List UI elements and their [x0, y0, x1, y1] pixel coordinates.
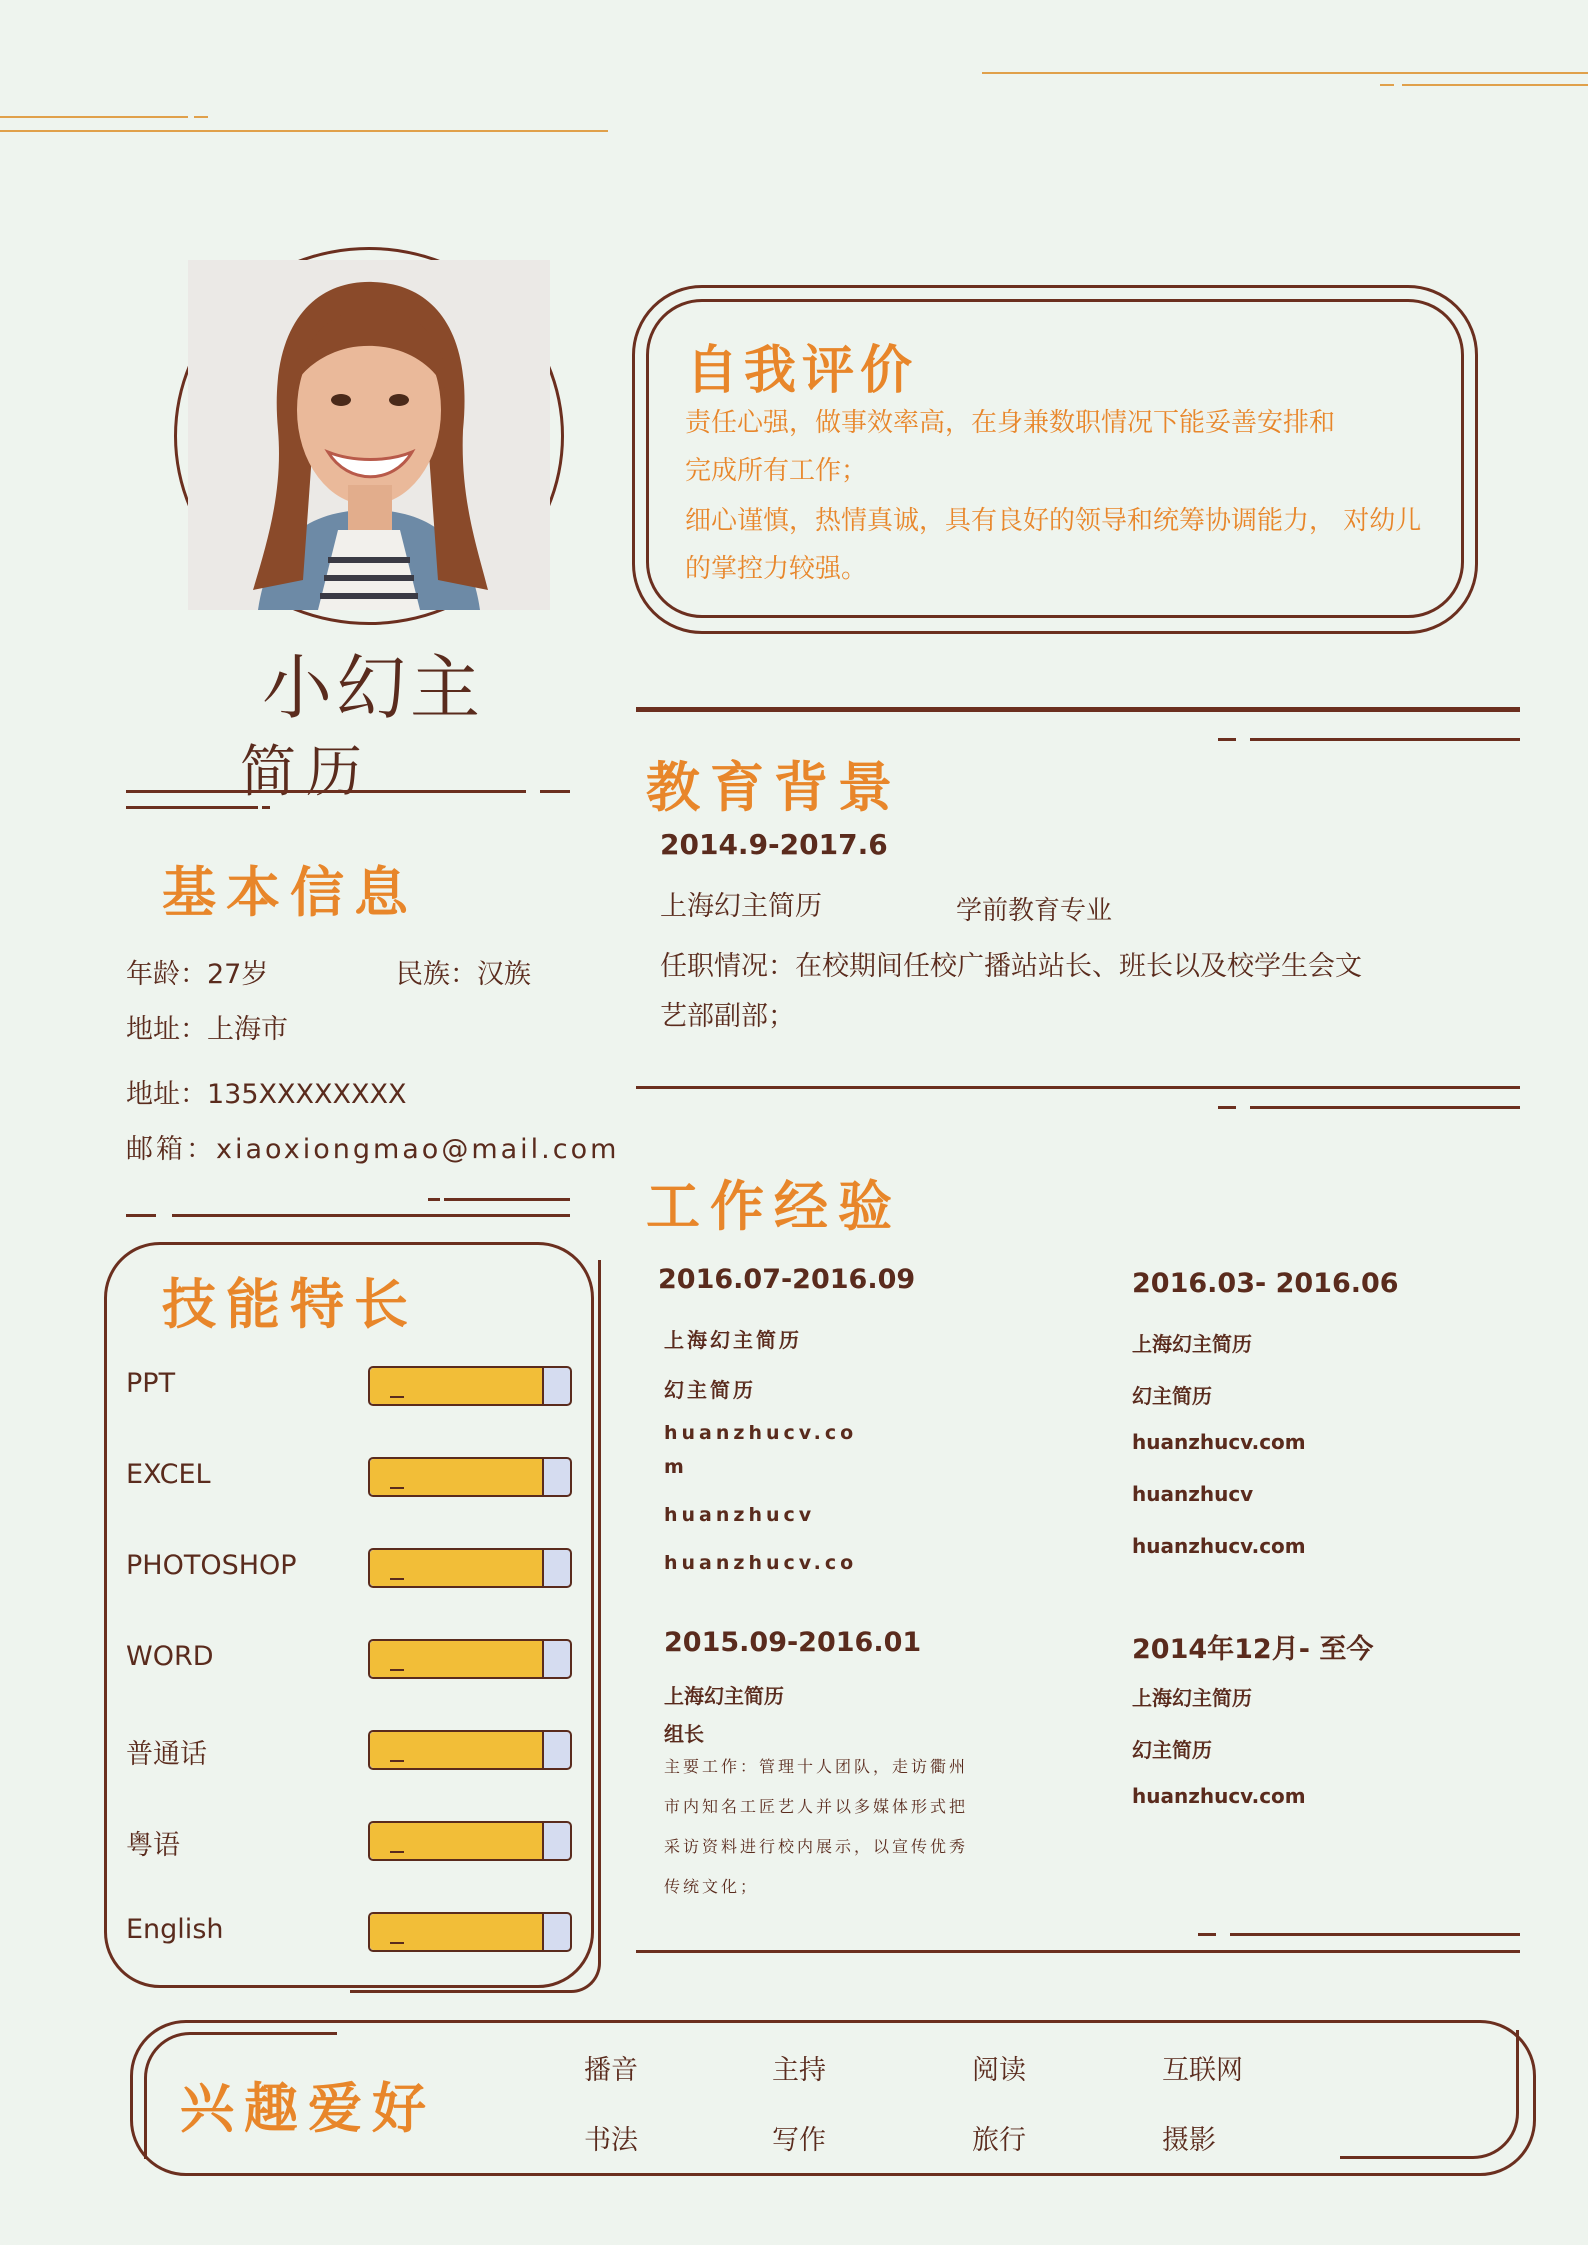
job-1-line-2: 幻主简历 — [664, 1378, 756, 1402]
job-1-line-1: 上海幻主简历 — [664, 1328, 802, 1352]
skill-label: WORD — [126, 1641, 214, 1672]
top-divider-right — [982, 72, 1588, 74]
basic-info-bottom-dash-1 — [428, 1198, 440, 1201]
job-3-desc-2: 市内知名工匠艺人并以多媒体形式把 — [664, 1797, 969, 1816]
top-divider-left-2 — [0, 130, 608, 132]
basic-info-dash-2 — [262, 806, 270, 809]
basic-info-title: 基本信息 — [162, 861, 418, 924]
basic-info-bottom-rule-1 — [444, 1198, 570, 1201]
skill-bar-mark — [390, 1669, 404, 1671]
job-1-period: 2016.07-2016.09 — [658, 1264, 916, 1295]
skill-label: 粤语 — [126, 1830, 180, 1861]
top-divider-right-dash — [1380, 84, 1394, 86]
skill-label: 普通话 — [126, 1739, 207, 1770]
skill-bar — [368, 1730, 572, 1770]
profile-subtitle: 简历 — [240, 740, 372, 805]
job-2-line-2: 幻主简历 — [1132, 1384, 1212, 1408]
education-bottom-rule — [636, 1086, 1520, 1089]
profile-subtitle-clip — [240, 718, 440, 805]
basic-info-rule-2 — [126, 806, 258, 809]
job-3-period: 2015.09-2016.01 — [664, 1627, 922, 1658]
work-bottom-rule-2 — [636, 1950, 1520, 1953]
hobby-1: 播音 — [584, 2055, 638, 2086]
job-1-line-5: huanzhucv — [664, 1504, 816, 1526]
self-eval-line-1: 责任心强，做事效率高，在身兼数职情况下能妥善安排和 — [685, 408, 1336, 438]
job-1-line-6: huanzhucv.co — [664, 1552, 858, 1574]
self-eval-title: 自我评价 — [686, 341, 919, 401]
job-2-line-4: huanzhucv — [1132, 1482, 1254, 1506]
job-3-desc-3: 采访资料进行校内展示，以宣传优秀 — [664, 1837, 969, 1856]
hobby-2: 主持 — [772, 2055, 826, 2086]
top-divider-left — [0, 116, 188, 118]
skill-bar-mark — [390, 1396, 404, 1398]
basic-info-address: 地址：上海市 — [126, 1014, 288, 1045]
work-title: 工作经验 — [646, 1175, 902, 1238]
education-bottom-rule-2 — [1250, 1106, 1520, 1109]
skill-bar-fill — [370, 1459, 544, 1495]
portrait-illustration — [188, 260, 550, 610]
education-bottom-dash — [1218, 1106, 1236, 1109]
education-duties-1: 任职情况：在校期间任校广播站站长、班长以及校学生会文 — [660, 951, 1362, 982]
skill-bar — [368, 1366, 572, 1406]
skill-bar-fill — [370, 1550, 544, 1586]
basic-info-bottom-dash-2 — [126, 1214, 156, 1217]
basic-info-email[interactable]: 邮箱：xiaoxiongmao@mail.com — [126, 1134, 620, 1165]
skill-bar — [368, 1548, 572, 1588]
job-2-period: 2016.03- 2016.06 — [1132, 1268, 1399, 1299]
skill-bar-mark — [390, 1487, 404, 1489]
job-1-line-3: huanzhucv.co — [664, 1422, 858, 1444]
education-school: 上海幻主简历 — [660, 891, 822, 922]
job-4-period: 2014年12月- 至今 — [1132, 1634, 1374, 1665]
hobby-4: 互联网 — [1162, 2055, 1243, 2086]
skill-bar-mark — [390, 1578, 404, 1580]
skill-bar — [368, 1457, 572, 1497]
hobbies-card-inner-right — [1340, 2030, 1519, 2159]
hobby-8: 摄影 — [1162, 2125, 1216, 2156]
skill-label: PPT — [126, 1368, 176, 1399]
job-3-desc-4: 传统文化； — [664, 1877, 760, 1896]
skill-bar-mark — [390, 1851, 404, 1853]
basic-info-phone: 地址：135XXXXXXXX — [126, 1079, 407, 1110]
top-divider-left-dash — [194, 116, 208, 118]
self-eval-line-4: 的掌控力较强。 — [685, 554, 868, 584]
hobby-6: 写作 — [772, 2125, 826, 2156]
job-4-line-1: 上海幻主简历 — [1132, 1686, 1252, 1710]
skill-bar-mark — [390, 1760, 404, 1762]
basic-info-bottom-rule-2 — [172, 1214, 570, 1217]
hobby-7: 旅行 — [972, 2125, 1026, 2156]
job-1-line-4: m — [664, 1456, 684, 1478]
basic-info-rule-1 — [126, 790, 526, 793]
hobbies-title: 兴趣爱好 — [180, 2077, 436, 2140]
skill-bar-fill — [370, 1823, 544, 1859]
education-title: 教育背景 — [646, 756, 902, 819]
education-major: 学前教育专业 — [956, 896, 1113, 926]
skill-bar — [368, 1639, 572, 1679]
job-2-line-1: 上海幻主简历 — [1132, 1332, 1252, 1356]
skill-bar-fill — [370, 1368, 544, 1404]
job-2-line-3: huanzhucv.com — [1132, 1430, 1306, 1454]
skill-bar — [368, 1912, 572, 1952]
skill-bar-fill — [370, 1732, 544, 1768]
job-3-company: 上海幻主简历 — [664, 1684, 784, 1708]
education-period: 2014.9-2017.6 — [660, 828, 888, 861]
self-eval-line-3: 细心谨慎，热情真诚，具有良好的领导和统筹协调能力， 对幼儿 — [685, 506, 1422, 536]
job-3-role: 组长 — [664, 1722, 704, 1746]
basic-info-dash-1 — [540, 790, 570, 793]
basic-info-age: 年龄：27岁 — [126, 959, 269, 990]
skill-bar-fill — [370, 1641, 544, 1677]
job-4-line-3: huanzhucv.com — [1132, 1784, 1306, 1808]
avatar — [188, 260, 550, 610]
self-eval-line-2: 完成所有工作； — [685, 456, 868, 486]
education-top-rule — [636, 707, 1520, 712]
skill-bar-fill — [370, 1914, 544, 1950]
skill-label: PHOTOSHOP — [126, 1550, 297, 1581]
education-top-rule-2 — [1250, 738, 1520, 741]
skill-bar — [368, 1821, 572, 1861]
hobby-3: 阅读 — [972, 2055, 1026, 2086]
skill-label: EXCEL — [126, 1459, 211, 1490]
skill-bar-mark — [390, 1942, 404, 1944]
education-top-dash — [1218, 738, 1236, 741]
education-duties-2: 艺部副部； — [660, 1001, 795, 1032]
work-bottom-dash — [1198, 1933, 1216, 1936]
job-2-line-5: huanzhucv.com — [1132, 1534, 1306, 1558]
basic-info-ethnicity: 民族：汉族 — [396, 959, 531, 990]
profile-name: 小幻主 — [262, 647, 484, 729]
job-3-desc-1: 主要工作：管理十人团队，走访衢州 — [664, 1757, 969, 1776]
work-bottom-rule-1 — [1230, 1933, 1520, 1936]
job-4-line-2: 幻主简历 — [1132, 1738, 1212, 1762]
skills-title: 技能特长 — [162, 1273, 418, 1336]
hobby-5: 书法 — [584, 2125, 638, 2156]
top-divider-right-2 — [1402, 84, 1588, 86]
skill-label: English — [126, 1914, 224, 1945]
